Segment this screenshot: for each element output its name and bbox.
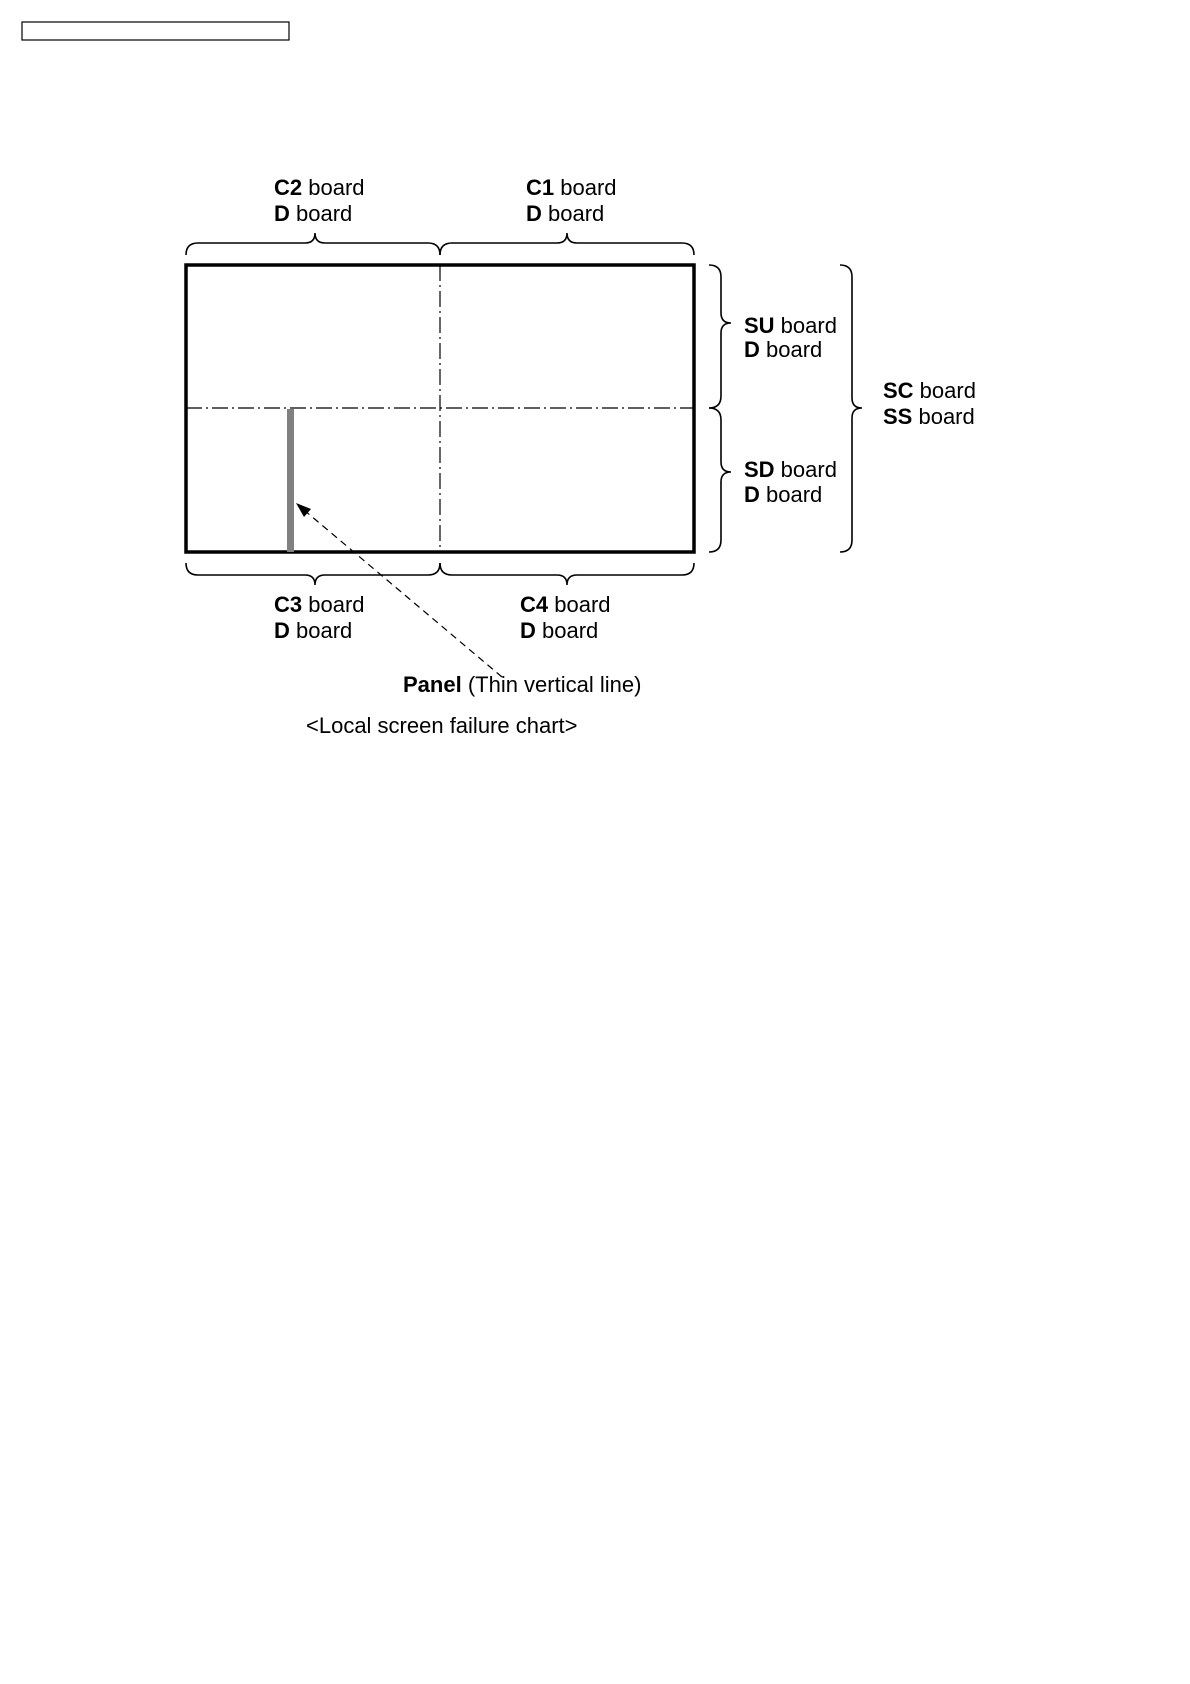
label-sd-d-rest: board — [759, 482, 823, 507]
brace-right-upper — [709, 265, 731, 408]
chart-caption: <Local screen failure chart> — [306, 713, 578, 738]
label-su-board — [744, 313, 837, 338]
brace-top-right — [440, 233, 694, 255]
label-c4-d-rest: board — [535, 618, 599, 643]
header-box — [22, 22, 289, 40]
label-c3-bold: C3 — [274, 592, 303, 617]
label-c2-d-bold: D — [274, 201, 290, 226]
label-c1-d-board — [526, 201, 604, 226]
brace-right-lower — [709, 408, 731, 552]
panel-note-bold: Panel — [403, 672, 462, 697]
label-c3-rest: board — [302, 592, 365, 617]
label-c4-rest: board — [548, 592, 611, 617]
defect-vertical-line — [287, 409, 294, 552]
brace-far-right — [840, 265, 862, 552]
panel-note-rest: (Thin vertical line) — [461, 672, 642, 697]
label-c4-d-board — [520, 618, 598, 643]
label-c2-bold: C2 — [274, 175, 303, 200]
label-su-rest: board — [774, 313, 837, 338]
label-c4-d-bold: D — [520, 618, 536, 643]
label-sd-d-board — [744, 482, 822, 507]
label-sd-board — [744, 457, 837, 482]
label-sd-bold: SD — [744, 457, 775, 482]
label-sd-d-bold: D — [744, 482, 760, 507]
label-ss-board — [883, 404, 975, 429]
label-c2-d-rest: board — [289, 201, 353, 226]
label-c3-d-board — [274, 618, 352, 643]
label-ss-rest: board — [912, 404, 975, 429]
label-su-d-board — [744, 337, 822, 362]
label-sd-rest: board — [774, 457, 837, 482]
label-ss-bold: SS — [883, 404, 913, 429]
panel-note — [403, 672, 641, 697]
label-su-d-bold: D — [744, 337, 760, 362]
brace-bottom-right — [440, 563, 694, 585]
label-c1-board — [526, 175, 617, 200]
brace-bottom-left — [186, 563, 440, 585]
label-c4-bold: C4 — [520, 592, 549, 617]
label-c4-board — [520, 592, 611, 617]
label-sc-board — [883, 378, 976, 403]
label-c1-bold: C1 — [526, 175, 555, 200]
panel-pointer-arrowhead — [296, 503, 311, 517]
label-c3-board — [274, 592, 365, 617]
label-c2-rest: board — [302, 175, 365, 200]
label-su-d-rest: board — [759, 337, 823, 362]
label-c3-d-bold: D — [274, 618, 290, 643]
label-c1-d-bold: D — [526, 201, 542, 226]
label-c2-board — [274, 175, 365, 200]
label-c2-d-board — [274, 201, 352, 226]
label-c1-rest: board — [554, 175, 617, 200]
label-sc-rest: board — [913, 378, 976, 403]
label-c1-d-rest: board — [541, 201, 605, 226]
label-c3-d-rest: board — [289, 618, 353, 643]
brace-top-left — [186, 233, 440, 255]
label-su-bold: SU — [744, 313, 775, 338]
label-sc-bold: SC — [883, 378, 914, 403]
